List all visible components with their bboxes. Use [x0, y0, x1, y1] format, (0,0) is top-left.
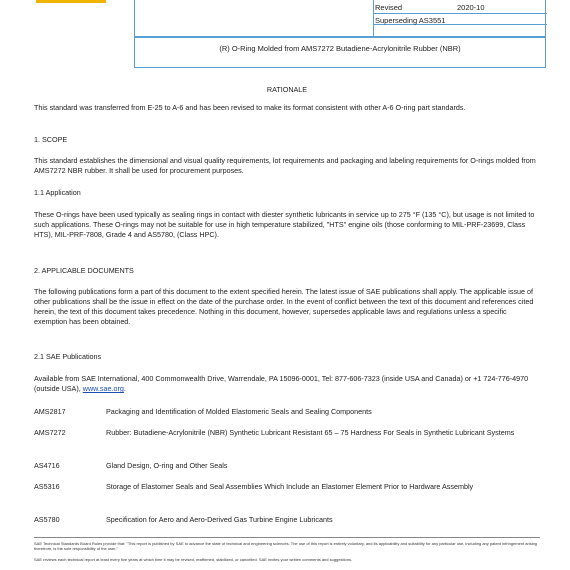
applicable-documents-text: The following publications form a part of this document to the extent specified herein. The latest issue of SAE publications shall apply. The applicable issue of other publications shall be the issue in effect on the date of the purchase order. In the event of conflict between the text of this document and references cited herein, the text of this document takes precedence. Nothing in this document, however, supersedes applicable laws and regulations unless a specific exemption has been obtained.: [34, 287, 534, 326]
reference-id: AS5316: [34, 482, 60, 491]
reference-id: AMS7272: [34, 428, 66, 437]
footer-disclaimer: SAE Technical Standards Board Rules provide that: "This report is published by SAE to advance the state of technical and engineering sciences. The use of this report is entirely voluntary, and its applicability and suitability for any particular use, including any patent infringement arising therefrom, is the sole responsibility of the user.": [34, 541, 538, 551]
sae-address: Available from SAE International, 400 Commonwealth Drive, Warrendale, PA 15096-0001, Tel: 877-606-7323 (inside USA and Canada) or +1 724-776-4970 (outside USA),: [34, 374, 529, 393]
applicable-documents-heading: 2. APPLICABLE DOCUMENTS: [34, 266, 134, 275]
rationale-heading: RATIONALE: [266, 85, 308, 94]
sae-publications-heading: 2.1 SAE Publications: [34, 352, 102, 361]
header-divider: [373, 13, 547, 14]
document-title: (R) O-Ring Molded from AMS7272 Butadiene-Acrylonitrile Rubber (NBR): [219, 44, 461, 53]
scope-heading: 1. SCOPE: [34, 135, 68, 144]
reference-id: AMS2817: [34, 407, 66, 416]
reference-id: AS5780: [34, 515, 60, 524]
revised-label: Revised: [375, 3, 403, 12]
superseding-text: Superseding AS3551: [375, 16, 446, 25]
footer-rule: [34, 537, 540, 538]
footer-review-note: SAE reviews each technical report at least every five years at which time it may be revised, reaffirmed, stabilized, or cancelled. SAE invites your written comments and suggestions.: [34, 557, 353, 562]
reference-description: Gland Design, O-ring and Other Seals: [106, 461, 228, 470]
document-header: [134, 0, 546, 68]
revised-date: 2020-10: [457, 3, 485, 12]
application-text: These O-rings have been used typically as sealing rings in contact with diester synthetic lubricants in service up to 275 °F (135 °C), but usage is not limited to such applications. These O-rings may not be suitable for use in high temperature stabilized, "HTS" engine oils (those conforming to MIL-PRF-23699, Class HTS), MIL-PRF-7808, Grade 4 and AS5780, (Class HPC).: [34, 210, 535, 239]
header-divider-vertical: [373, 0, 374, 36]
reference-id: AS4716: [34, 461, 60, 470]
application-heading: 1.1 Application: [34, 188, 81, 197]
sae-logo: [36, 0, 106, 3]
reference-description: Packaging and Identification of Molded Elastomeric Seals and Sealing Components: [106, 407, 372, 416]
reference-description: Specification for Aero and Aero-Derived Gas Turbine Engine Lubricants: [106, 515, 333, 524]
reference-description: Storage of Elastomer Seals and Seal Assemblies Which Include an Elastomer Element Prior to Hardware Assembly: [106, 482, 474, 491]
sae-publications-text: [34, 374, 540, 394]
scope-text: This standard establishes the dimensional and visual quality requirements, lot requirements and packaging and labeling requirements for O-rings molded from AMS7272 NBR rubber. It shall be used for procurement purposes.: [34, 156, 536, 175]
sae-website-link[interactable]: www.sae.org: [82, 384, 124, 393]
reference-description: Rubber: Butadiene-Acrylonitrile (NBR) Synthetic Lubricant Resistant 65 – 75 Hardness For Seals in Synthetic Lubricant Systems: [106, 428, 515, 437]
header-divider-horizontal: [135, 36, 545, 38]
sae-link-period: .: [123, 384, 126, 393]
rationale-text: This standard was transferred from E-25 to A-6 and has been revised to make its format consistent with other A-6 O-ring part standards.: [34, 103, 466, 112]
